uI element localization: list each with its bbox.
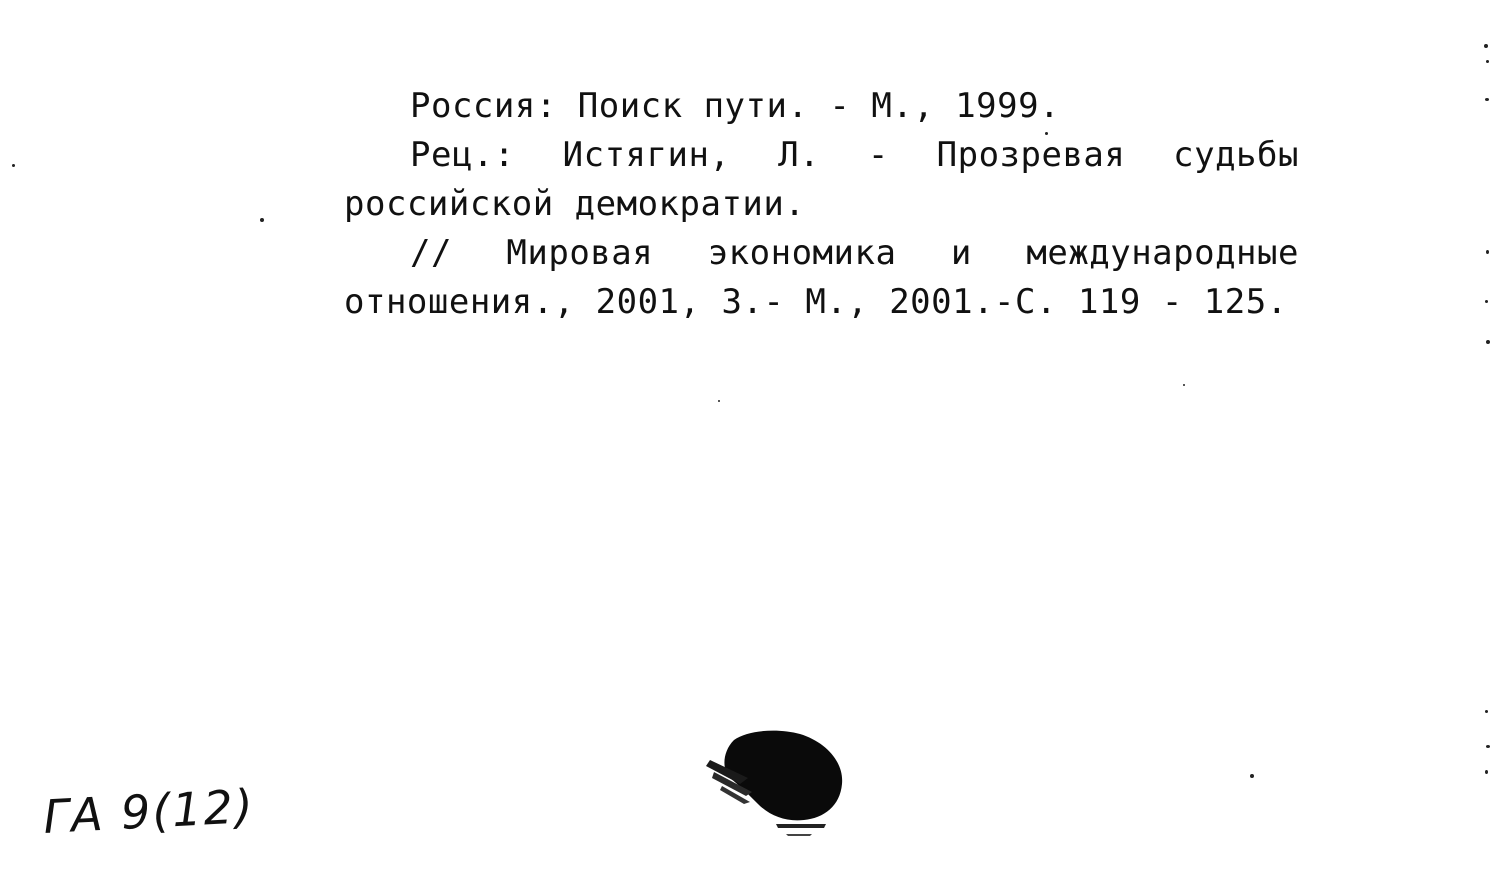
journal-word: // <box>410 233 452 273</box>
journal-line <box>344 229 1299 278</box>
review-continuation-line: российской демократии. <box>344 184 806 224</box>
review-word: судьбы <box>1173 135 1299 175</box>
entry-title-line: Россия: Поиск пути. - М., 1999. <box>410 86 1061 126</box>
journal-continuation-line: отношения., 2001, 3.- М., 2001.-С. 119 - 125. <box>344 282 1288 322</box>
journal-word: экономика <box>707 233 897 273</box>
journal-word: и <box>950 233 972 273</box>
review-line <box>344 131 1299 180</box>
bibliographic-entry <box>344 82 1299 327</box>
scan-speck <box>718 400 720 402</box>
review-word: Истягин, <box>562 135 731 175</box>
handwritten-shelfmark: ГА 9(12) <box>42 778 256 844</box>
scan-edge-marks <box>1476 0 1496 880</box>
review-word: Рец.: <box>410 135 515 175</box>
review-word: - <box>867 135 889 175</box>
journal-word: международные <box>1026 233 1299 273</box>
review-word: Прозревая <box>936 135 1126 175</box>
scan-speck <box>1183 384 1185 386</box>
scan-speck <box>12 164 15 167</box>
journal-word: Мировая <box>506 233 654 273</box>
scan-speck <box>1250 774 1254 778</box>
review-word: Л. <box>778 135 821 175</box>
scan-speck <box>1045 132 1048 135</box>
scan-speck <box>260 218 264 222</box>
ink-blot-stamp <box>700 726 850 842</box>
